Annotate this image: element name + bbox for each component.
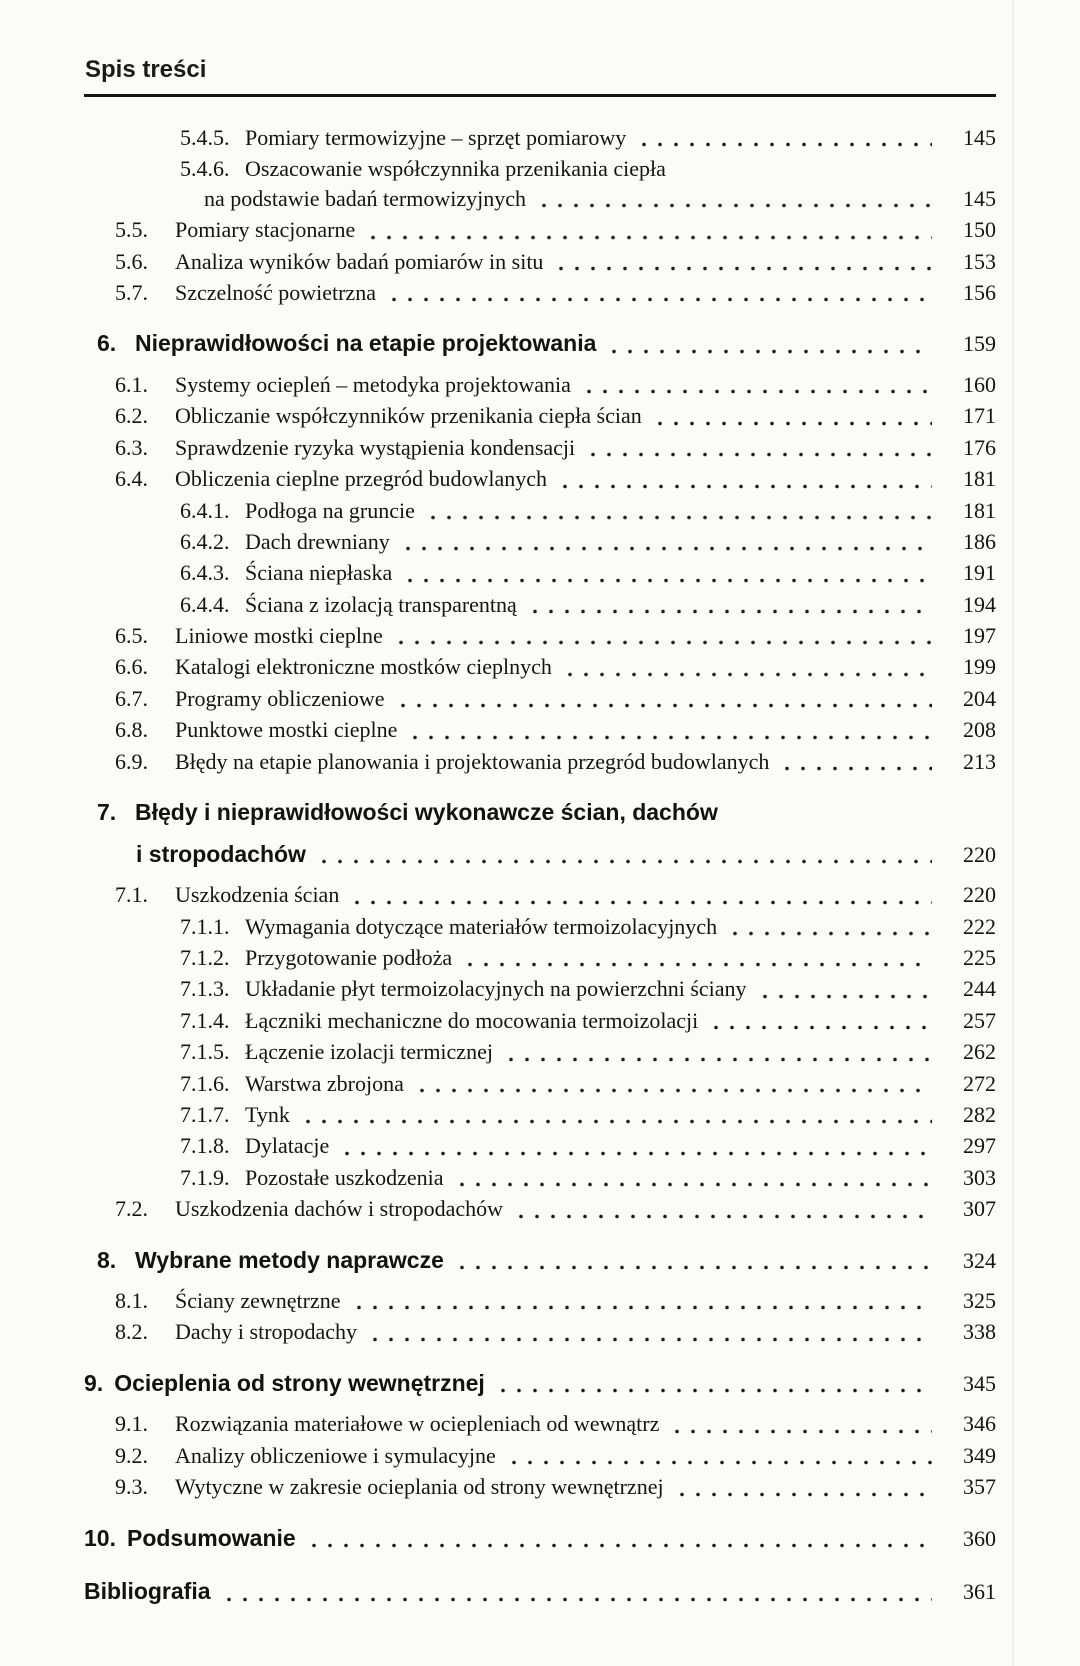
dot-leader xyxy=(414,1088,932,1093)
toc-entry xyxy=(84,498,996,524)
toc-entry-page: 325 xyxy=(963,1288,996,1314)
toc-entry-page: 345 xyxy=(963,1370,996,1396)
toc-entry-page: 220 xyxy=(963,841,996,867)
dot-leader xyxy=(351,1305,932,1310)
toc-entry xyxy=(84,529,996,555)
toc-entry-page: 153 xyxy=(963,248,996,274)
toc-entry-title: Dylatacje xyxy=(245,1133,330,1159)
page-header xyxy=(84,56,996,97)
toc-entry-number: 7.1.5. xyxy=(180,1039,230,1065)
toc-entry-number: 7.1.3. xyxy=(180,976,230,1002)
page-title: Spis treści xyxy=(85,56,207,83)
toc-entry-number: 6.4.4. xyxy=(180,591,230,617)
toc-entry-page: 307 xyxy=(963,1196,996,1222)
dot-leader xyxy=(393,640,932,645)
dot-leader xyxy=(708,1025,932,1030)
toc-entry-page: 194 xyxy=(963,591,996,617)
toc-entry-number: 8.1. xyxy=(115,1288,148,1314)
toc-entry-number: 6.4.3. xyxy=(180,560,230,586)
toc-entry-number: 6.3. xyxy=(115,434,148,460)
dot-leader xyxy=(300,1119,932,1124)
toc-entry-page: 160 xyxy=(963,371,996,397)
toc-entry-title: Pozostałe uszkodzenia xyxy=(245,1164,444,1190)
toc-entry-title: Analizy obliczeniowe i symulacyjne xyxy=(175,1442,496,1468)
toc-entry-title: Sprawdzenie ryzyka wystąpienia kondensacji xyxy=(175,434,576,460)
toc-entry-title: Przygotowanie podłoża xyxy=(245,944,453,970)
toc-entry-number: 5.4.6. xyxy=(180,156,230,182)
dot-leader xyxy=(536,203,932,208)
toc-entry-page: 171 xyxy=(963,403,996,429)
toc-entry-page: 346 xyxy=(963,1411,996,1437)
toc-entry-number: 6.1. xyxy=(115,371,148,397)
toc-entry-number: 10. xyxy=(84,1524,116,1551)
toc-entry xyxy=(84,882,996,908)
toc-entry-title: Podłoga na gruncie xyxy=(245,497,415,523)
toc-entry-title: Tynk xyxy=(245,1101,290,1127)
toc-entry-title: Katalogi elektroniczne mostków cieplnych xyxy=(175,654,552,680)
toc-entry-number: 7. xyxy=(97,799,117,826)
toc-entry-title: Ściana niepłaska xyxy=(245,560,393,586)
toc-entry-page: 303 xyxy=(963,1164,996,1190)
dot-leader xyxy=(221,1597,932,1602)
toc-entry-page: 145 xyxy=(963,185,996,211)
toc-entry-page: 181 xyxy=(963,466,996,492)
toc-entry xyxy=(84,1071,996,1097)
dot-leader xyxy=(669,1429,932,1434)
dot-leader xyxy=(367,1337,932,1342)
toc-entry-number: 9.3. xyxy=(115,1474,148,1500)
toc-entry-page: 150 xyxy=(963,217,996,243)
toc-entry-number: 6.7. xyxy=(115,685,148,711)
toc-entry-page: 262 xyxy=(963,1039,996,1065)
toc-entry-page: 361 xyxy=(963,1579,996,1605)
toc-entry xyxy=(84,717,996,743)
toc-entry-title: Rozwiązania materiałowe w ociepleniach od wewnątrz xyxy=(175,1411,660,1437)
toc-entry-number: 8.2. xyxy=(115,1319,148,1345)
toc-entry xyxy=(84,330,996,358)
toc-entry-page: 159 xyxy=(963,331,996,357)
dot-leader xyxy=(462,962,932,967)
toc-entry-title: Ściana z izolacją transparentną xyxy=(245,591,517,617)
scan-page-edge xyxy=(1011,0,1014,1666)
toc-entry-number: 7.1. xyxy=(115,882,148,908)
header-rule xyxy=(84,94,996,97)
toc-entry xyxy=(84,435,996,461)
toc-entry-title: Liniowe mostki cieplne xyxy=(175,623,383,649)
toc-entry-title: Łączenie izolacji termicznej xyxy=(245,1039,493,1065)
toc-entry xyxy=(84,466,996,492)
toc-entry-title: Pomiary stacjonarne xyxy=(175,217,356,243)
toc-entry-number: 5.5. xyxy=(115,217,148,243)
toc-entry xyxy=(84,156,996,182)
toc-entry xyxy=(84,1411,996,1437)
toc-entry-title: Analiza wyników badań pomiarów in situ xyxy=(175,248,544,274)
toc-entry-title: Oszacowanie współczynnika przenikania ciepła xyxy=(245,156,666,182)
toc-entry-title: na podstawie badań termowizyjnych xyxy=(204,185,526,211)
dot-leader xyxy=(757,994,932,999)
dot-leader xyxy=(503,1057,932,1062)
toc-entry xyxy=(84,372,996,398)
toc-entry xyxy=(84,249,996,275)
toc-entry-number: 7.1.7. xyxy=(180,1101,230,1127)
toc-entry xyxy=(84,403,996,429)
toc-entry xyxy=(84,799,996,827)
toc-entry xyxy=(84,592,996,618)
dot-leader xyxy=(365,235,932,240)
toc-entry-page: 225 xyxy=(963,944,996,970)
dot-leader xyxy=(454,1265,932,1270)
toc-entry-page: 213 xyxy=(963,748,996,774)
dot-leader xyxy=(513,1214,932,1219)
dot-leader xyxy=(585,452,932,457)
toc-entry-page: 186 xyxy=(963,528,996,554)
dot-leader xyxy=(581,389,932,394)
toc-entry-number: 7.1.6. xyxy=(180,1070,230,1096)
toc-entry-title: Układanie płyt termoizolacyjnych na powierzchni ściany xyxy=(245,976,747,1002)
dot-leader xyxy=(425,515,932,520)
toc-entry-page: 156 xyxy=(963,279,996,305)
toc-entry-title: Szczelność powietrzna xyxy=(175,279,376,305)
toc-entry-page: 297 xyxy=(963,1133,996,1159)
toc-entry xyxy=(84,1102,996,1128)
toc-entry xyxy=(84,1165,996,1191)
toc-entry-title: Dach drewniany xyxy=(245,528,390,554)
toc-entry-number: 7.1.2. xyxy=(180,944,230,970)
toc-entry-page: 176 xyxy=(963,434,996,460)
dot-leader xyxy=(306,1543,932,1548)
dot-leader xyxy=(557,484,932,489)
dot-leader xyxy=(636,142,932,147)
toc-entry-number: 9.2. xyxy=(115,1442,148,1468)
toc-entry xyxy=(84,1578,996,1606)
toc-entry xyxy=(84,914,996,940)
dot-leader xyxy=(316,859,932,864)
toc-entry xyxy=(84,749,996,775)
toc-entry-title: i stropodachów xyxy=(136,840,306,867)
toc-entry-title: Błędy i nieprawidłowości wykonawcze ścian, dachów xyxy=(135,799,718,826)
dot-leader xyxy=(349,900,932,905)
toc-entry xyxy=(84,1247,996,1275)
toc-entry-title: Programy obliczeniowe xyxy=(175,685,385,711)
toc-entry-number: 6. xyxy=(97,330,117,357)
toc-entry xyxy=(84,217,996,243)
toc-entry-number: 6.6. xyxy=(115,654,148,680)
toc-entry xyxy=(84,1319,996,1345)
dot-leader xyxy=(779,766,932,771)
toc-entry-page: 222 xyxy=(963,913,996,939)
toc-entry-number: 5.6. xyxy=(115,248,148,274)
toc-entry-number: 7.1.4. xyxy=(180,1007,230,1033)
toc-entry-title: Bibliografia xyxy=(84,1578,211,1605)
dot-leader xyxy=(400,546,932,551)
toc-entry-title: Wytyczne w zakresie ocieplania od strony wewnętrznej xyxy=(175,1474,664,1500)
toc-entry xyxy=(84,1039,996,1065)
dot-leader xyxy=(395,703,932,708)
toc-entry-number: 6.4.1. xyxy=(180,497,230,523)
toc-entry-number: 9. xyxy=(84,1369,104,1396)
toc-entry-title: Systemy ociepleń – metodyka projektowania xyxy=(175,371,571,397)
toc-entry-page: 145 xyxy=(963,125,996,150)
toc-entry xyxy=(84,1133,996,1159)
toc-entry xyxy=(84,945,996,971)
toc-entry-page: 338 xyxy=(963,1319,996,1345)
dot-leader xyxy=(454,1182,932,1187)
dot-leader xyxy=(562,672,932,677)
toc-entry-number: 6.4.2. xyxy=(180,528,230,554)
toc-entry-number: 5.7. xyxy=(115,279,148,305)
toc-entry-number: 6.9. xyxy=(115,748,148,774)
toc-entry xyxy=(84,280,996,306)
toc-entry xyxy=(84,1288,996,1314)
toc-entry-title: Nieprawidłowości na etapie projektowania xyxy=(135,330,597,357)
toc-entry-number: 7.2. xyxy=(115,1196,148,1222)
dot-leader xyxy=(553,266,932,271)
toc-entry-title: Obliczanie współczynników przenikania ciepła ścian xyxy=(175,403,642,429)
dot-leader xyxy=(386,297,932,302)
toc-entry-title: Błędy na etapie planowania i projektowania przegród budowlanych xyxy=(175,748,770,774)
toc-entry-page: 181 xyxy=(963,497,996,523)
toc-entry-page: 191 xyxy=(963,560,996,586)
toc-entry-title: Dachy i stropodachy xyxy=(175,1319,358,1345)
dot-leader xyxy=(495,1388,932,1393)
toc-entry-page: 272 xyxy=(963,1070,996,1096)
toc-entry xyxy=(84,1370,996,1398)
toc-entry-page: 197 xyxy=(963,623,996,649)
toc-entry xyxy=(84,654,996,680)
toc-entry xyxy=(84,186,996,212)
toc-entry xyxy=(84,976,996,1002)
toc-entry xyxy=(84,125,996,151)
toc-entry-page: 208 xyxy=(963,717,996,743)
toc-entry-number: 7.1.1. xyxy=(180,913,230,939)
toc-entry xyxy=(84,1525,996,1553)
toc-entry-number: 6.8. xyxy=(115,717,148,743)
toc-entry-title: Uszkodzenia dachów i stropodachów xyxy=(175,1196,504,1222)
dot-leader xyxy=(527,609,932,614)
toc-entry-title: Uszkodzenia ścian xyxy=(175,882,340,908)
dot-leader xyxy=(506,1460,932,1465)
toc-entry-title: Obliczenia cieplne przegród budowlanych xyxy=(175,466,548,492)
toc-entry-page: 244 xyxy=(963,976,996,1002)
toc-entry-number: 6.4. xyxy=(115,466,148,492)
dot-leader xyxy=(674,1492,932,1497)
toc-entry xyxy=(84,623,996,649)
dot-leader xyxy=(727,931,932,936)
toc-entry-title: Wybrane metody naprawcze xyxy=(135,1246,444,1273)
dot-leader xyxy=(402,578,932,583)
toc-entry-page: 349 xyxy=(963,1442,996,1468)
toc-entry xyxy=(84,841,996,869)
toc-entry-page: 324 xyxy=(963,1247,996,1273)
toc-entry-title: Podsumowanie xyxy=(126,1524,296,1551)
toc-entry-number: 6.5. xyxy=(115,623,148,649)
toc-entry-page: 282 xyxy=(963,1101,996,1127)
toc-entry xyxy=(84,1008,996,1034)
toc-entry xyxy=(84,560,996,586)
dot-leader xyxy=(339,1151,932,1156)
toc-entry-number: 7.1.8. xyxy=(180,1133,230,1159)
toc-entry xyxy=(84,1443,996,1469)
toc-entry-page: 357 xyxy=(963,1474,996,1500)
toc-entry xyxy=(84,1196,996,1222)
toc-entry-title: Pomiary termowizyjne – sprzęt pomiarowy xyxy=(245,125,627,150)
dot-leader xyxy=(652,421,932,426)
toc-entry-title: Warstwa zbrojona xyxy=(245,1070,404,1096)
toc-entry-number: 6.2. xyxy=(115,403,148,429)
toc-entry-number: 5.4.5. xyxy=(180,125,230,150)
toc-entry-number: 8. xyxy=(97,1246,117,1273)
toc-entry-page: 220 xyxy=(963,882,996,908)
toc-entry-page: 360 xyxy=(963,1525,996,1551)
toc-entry-number: 7.1.9. xyxy=(180,1164,230,1190)
dot-leader xyxy=(606,349,932,354)
dot-leader xyxy=(407,735,932,740)
toc-entry-number: 9.1. xyxy=(115,1411,148,1437)
toc-entry-page: 204 xyxy=(963,685,996,711)
toc-entry-title: Ocieplenia od strony wewnętrznej xyxy=(114,1369,485,1396)
toc-entry-title: Ściany zewnętrzne xyxy=(175,1288,341,1314)
toc-entry-title: Łączniki mechaniczne do mocowania termoizolacji xyxy=(245,1007,699,1033)
toc-list xyxy=(84,125,996,1606)
toc-entry xyxy=(84,686,996,712)
toc-entry-page: 199 xyxy=(963,654,996,680)
toc-entry-title: Wymagania dotyczące materiałów termoizolacyjnych xyxy=(245,913,718,939)
toc-entry xyxy=(84,1474,996,1500)
toc-entry-page: 257 xyxy=(963,1007,996,1033)
toc-entry-title: Punktowe mostki cieplne xyxy=(175,717,398,743)
